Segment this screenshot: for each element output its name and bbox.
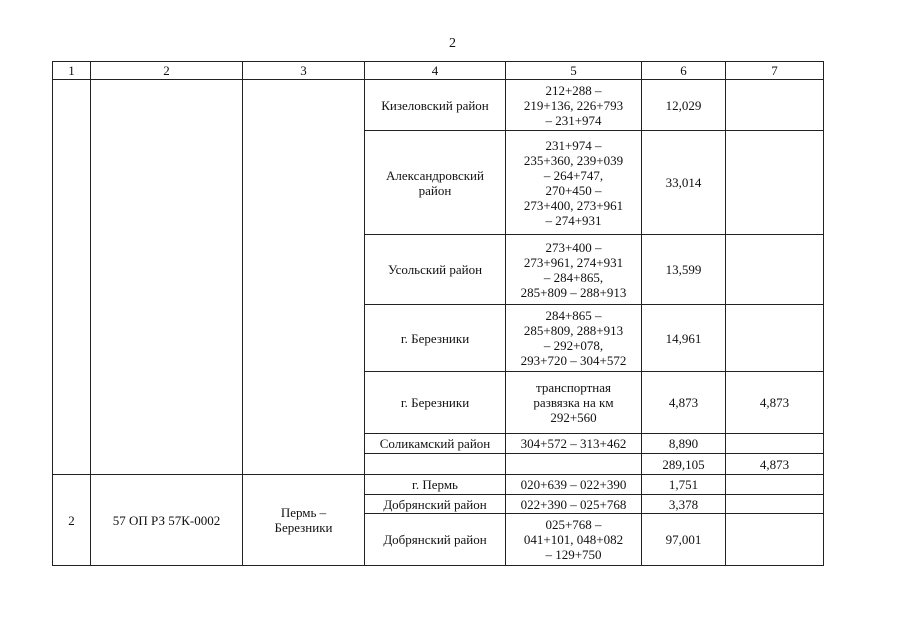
- column-number: 5: [506, 62, 642, 80]
- group2-name-cell: Пермь – Березники: [243, 475, 365, 566]
- column-number-row: [53, 62, 824, 80]
- km-range-cell: 025+768 – 041+101, 048+082 – 129+750: [506, 514, 642, 566]
- extra-length-cell: [726, 80, 824, 131]
- district-cell: г. Березники: [365, 305, 506, 372]
- column-number: 2: [91, 62, 243, 80]
- length-cell: 8,890: [642, 434, 726, 454]
- extra-length-cell: [726, 235, 824, 305]
- page-number: 2: [449, 36, 456, 51]
- total-km-cell: [506, 454, 642, 475]
- group1-name-cell: [243, 80, 365, 475]
- extra-length-cell: 4,873: [726, 372, 824, 434]
- extra-length-cell: [726, 495, 824, 514]
- column-number: 6: [642, 62, 726, 80]
- km-range-cell: 022+390 – 025+768: [506, 495, 642, 514]
- km-range-cell: 212+288 – 219+136, 226+793 – 231+974: [506, 80, 642, 131]
- km-range-cell: 304+572 – 313+462: [506, 434, 642, 454]
- district-cell: Кизеловский район: [365, 80, 506, 131]
- total-length-cell: 289,105: [642, 454, 726, 475]
- extra-length-cell: [726, 475, 824, 495]
- length-cell: 3,378: [642, 495, 726, 514]
- extra-length-cell: [726, 434, 824, 454]
- column-number: 4: [365, 62, 506, 80]
- extra-length-cell: [726, 131, 824, 235]
- table-row: [53, 475, 824, 495]
- group2-num-cell: 2: [53, 475, 91, 566]
- extra-length-cell: [726, 305, 824, 372]
- district-cell: Добрянский район: [365, 495, 506, 514]
- total-district-cell: [365, 454, 506, 475]
- km-range-cell: 284+865 – 285+809, 288+913 – 292+078, 293+720 – 304+572: [506, 305, 642, 372]
- district-cell: Соликамский район: [365, 434, 506, 454]
- length-cell: 4,873: [642, 372, 726, 434]
- km-range-cell: 273+400 – 273+961, 274+931 – 284+865, 285+809 – 288+913: [506, 235, 642, 305]
- length-cell: 14,961: [642, 305, 726, 372]
- km-range-cell: 231+974 – 235+360, 239+039 – 264+747, 270+450 – 273+400, 273+961 – 274+931: [506, 131, 642, 235]
- km-range-cell: 020+639 – 022+390: [506, 475, 642, 495]
- column-number: 1: [53, 62, 91, 80]
- length-cell: 12,029: [642, 80, 726, 131]
- length-cell: 97,001: [642, 514, 726, 566]
- district-cell: г. Пермь: [365, 475, 506, 495]
- group1-code-cell: [91, 80, 243, 475]
- district-cell: Усольский район: [365, 235, 506, 305]
- column-number: 7: [726, 62, 824, 80]
- column-number: 3: [243, 62, 365, 80]
- group1-num-cell: [53, 80, 91, 475]
- km-range-cell: транспортная развязка на км 292+560: [506, 372, 642, 434]
- extra-length-cell: [726, 514, 824, 566]
- district-cell: Александровский район: [365, 131, 506, 235]
- district-cell: г. Березники: [365, 372, 506, 434]
- length-cell: 1,751: [642, 475, 726, 495]
- table-row: [53, 80, 824, 131]
- road-table: [52, 61, 824, 566]
- length-cell: 13,599: [642, 235, 726, 305]
- group2-code-cell: 57 ОП РЗ 57К-0002: [91, 475, 243, 566]
- district-cell: Добрянский район: [365, 514, 506, 566]
- total-extra-length-cell: 4,873: [726, 454, 824, 475]
- length-cell: 33,014: [642, 131, 726, 235]
